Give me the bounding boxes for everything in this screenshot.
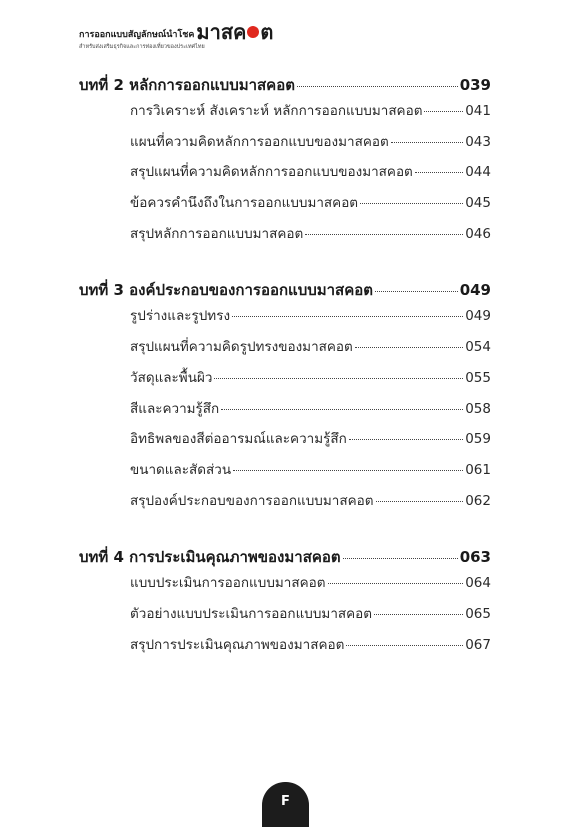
dot-leader	[360, 203, 463, 204]
dot-leader	[214, 378, 463, 379]
entry-title: สรุปแผนที่ความคิดหลักการออกแบบของมาสคอต	[130, 164, 413, 181]
dot-leader	[375, 291, 458, 292]
dot-leader	[343, 558, 458, 559]
chapter-page: 049	[459, 281, 491, 300]
dot-leader	[297, 86, 458, 87]
entry-page: 062	[465, 492, 491, 509]
entry-page: 045	[465, 195, 491, 212]
dot-leader	[415, 172, 463, 173]
dot-leader	[328, 583, 464, 584]
entry-page: 054	[465, 339, 491, 356]
toc-entry[interactable]	[79, 489, 491, 520]
toc-entry[interactable]	[79, 191, 491, 222]
toc-entry[interactable]	[79, 99, 491, 130]
entry-page: 044	[465, 164, 491, 181]
chapter-2	[79, 73, 491, 252]
brand-logo	[196, 22, 273, 42]
brand-small-text: การออกแบบสัญลักษณ์นำโชค	[79, 30, 195, 40]
entry-page: 061	[465, 461, 491, 478]
entry-page: 046	[465, 225, 491, 242]
entry-page: 065	[465, 605, 491, 622]
entry-page: 067	[465, 636, 491, 653]
entry-title: สรุปองค์ประกอบของการออกแบบมาสคอต	[130, 492, 374, 509]
entry-page: 059	[465, 431, 491, 448]
chapter-heading[interactable]	[79, 545, 491, 571]
toc-entry[interactable]	[79, 602, 491, 633]
toc-entry[interactable]	[79, 335, 491, 366]
dot-leader	[424, 111, 463, 112]
entry-page: 055	[465, 369, 491, 386]
toc-entry[interactable]	[79, 397, 491, 428]
brand-subtitle: สำหรับส่งเสริมธุรกิจและการท่องเที่ยวของประเทศไทย	[79, 44, 205, 50]
dot-leader	[355, 347, 463, 348]
entry-title: การวิเคราะห์ สังเคราะห์ หลักการออกแบบมาสคอต	[130, 103, 423, 119]
toc-entry[interactable]	[79, 571, 491, 602]
chapter-page: 039	[459, 76, 491, 94]
entry-page: 041	[465, 103, 491, 119]
brand-logo-end: ต	[260, 20, 274, 44]
chapter-page: 063	[459, 548, 491, 567]
dot-leader	[232, 316, 463, 317]
entry-title: อิทธิพลของสีต่ออารมณ์และความรู้สึก	[130, 431, 347, 448]
entry-title: ขนาดและสัดส่วน	[130, 461, 232, 478]
page-number: F	[281, 794, 290, 809]
dot-leader	[305, 234, 463, 235]
toc-entry[interactable]	[79, 130, 491, 161]
toc-entry[interactable]	[79, 427, 491, 458]
dot-leader	[391, 142, 463, 143]
toc-entry[interactable]	[79, 458, 491, 489]
dot-leader	[349, 439, 463, 440]
entry-title: สรุปการประเมินคุณภาพของมาสคอต	[130, 636, 345, 653]
chapter-title: บทที่ 3 องค์ประกอบของการออกแบบมาสคอต	[79, 281, 374, 300]
toc-entry[interactable]	[79, 633, 491, 664]
entry-title: แผนที่ความคิดหลักการออกแบบของมาสคอต	[130, 133, 389, 150]
table-of-contents	[79, 73, 491, 689]
red-dot-icon	[247, 26, 259, 38]
entry-title: ตัวอย่างแบบประเมินการออกแบบมาสคอต	[130, 605, 373, 622]
brand-logo-start: มาสค	[196, 20, 247, 44]
toc-entry[interactable]	[79, 160, 491, 191]
entry-page: 058	[465, 400, 491, 417]
toc-entry[interactable]	[79, 222, 491, 253]
chapter-title: บทที่ 4 การประเมินคุณภาพของมาสคอต	[79, 548, 341, 567]
dot-leader	[233, 470, 463, 471]
header-brand	[79, 22, 273, 42]
book-header	[79, 22, 273, 51]
dot-leader	[374, 614, 463, 615]
entry-page: 064	[465, 575, 491, 592]
dot-leader	[346, 645, 463, 646]
entry-title: สีและความรู้สึก	[130, 400, 220, 417]
chapter-4	[79, 545, 491, 663]
entry-page: 049	[465, 308, 491, 325]
entry-page: 043	[465, 133, 491, 150]
entry-title: รูปร่างและรูปทรง	[130, 308, 231, 325]
entry-title: สรุปแผนที่ความคิดรูปทรงของมาสคอต	[130, 339, 353, 356]
page-number-tab	[262, 782, 309, 827]
chapter-3	[79, 278, 491, 519]
toc-entry[interactable]	[79, 304, 491, 335]
entry-title: วัสดุและพื้นผิว	[130, 369, 213, 386]
entry-title: สรุปหลักการออกแบบมาสคอต	[130, 225, 304, 242]
chapter-title: บทที่ 2 หลักการออกแบบมาสคอต	[79, 76, 295, 94]
entry-title: ข้อควรคำนึงถึงในการออกแบบมาสคอต	[130, 195, 359, 212]
toc-entry[interactable]	[79, 366, 491, 397]
dot-leader	[376, 501, 464, 502]
chapter-heading[interactable]	[79, 73, 491, 99]
chapter-heading[interactable]	[79, 278, 491, 304]
entry-title: แบบประเมินการออกแบบมาสคอต	[130, 575, 326, 592]
dot-leader	[221, 409, 463, 410]
